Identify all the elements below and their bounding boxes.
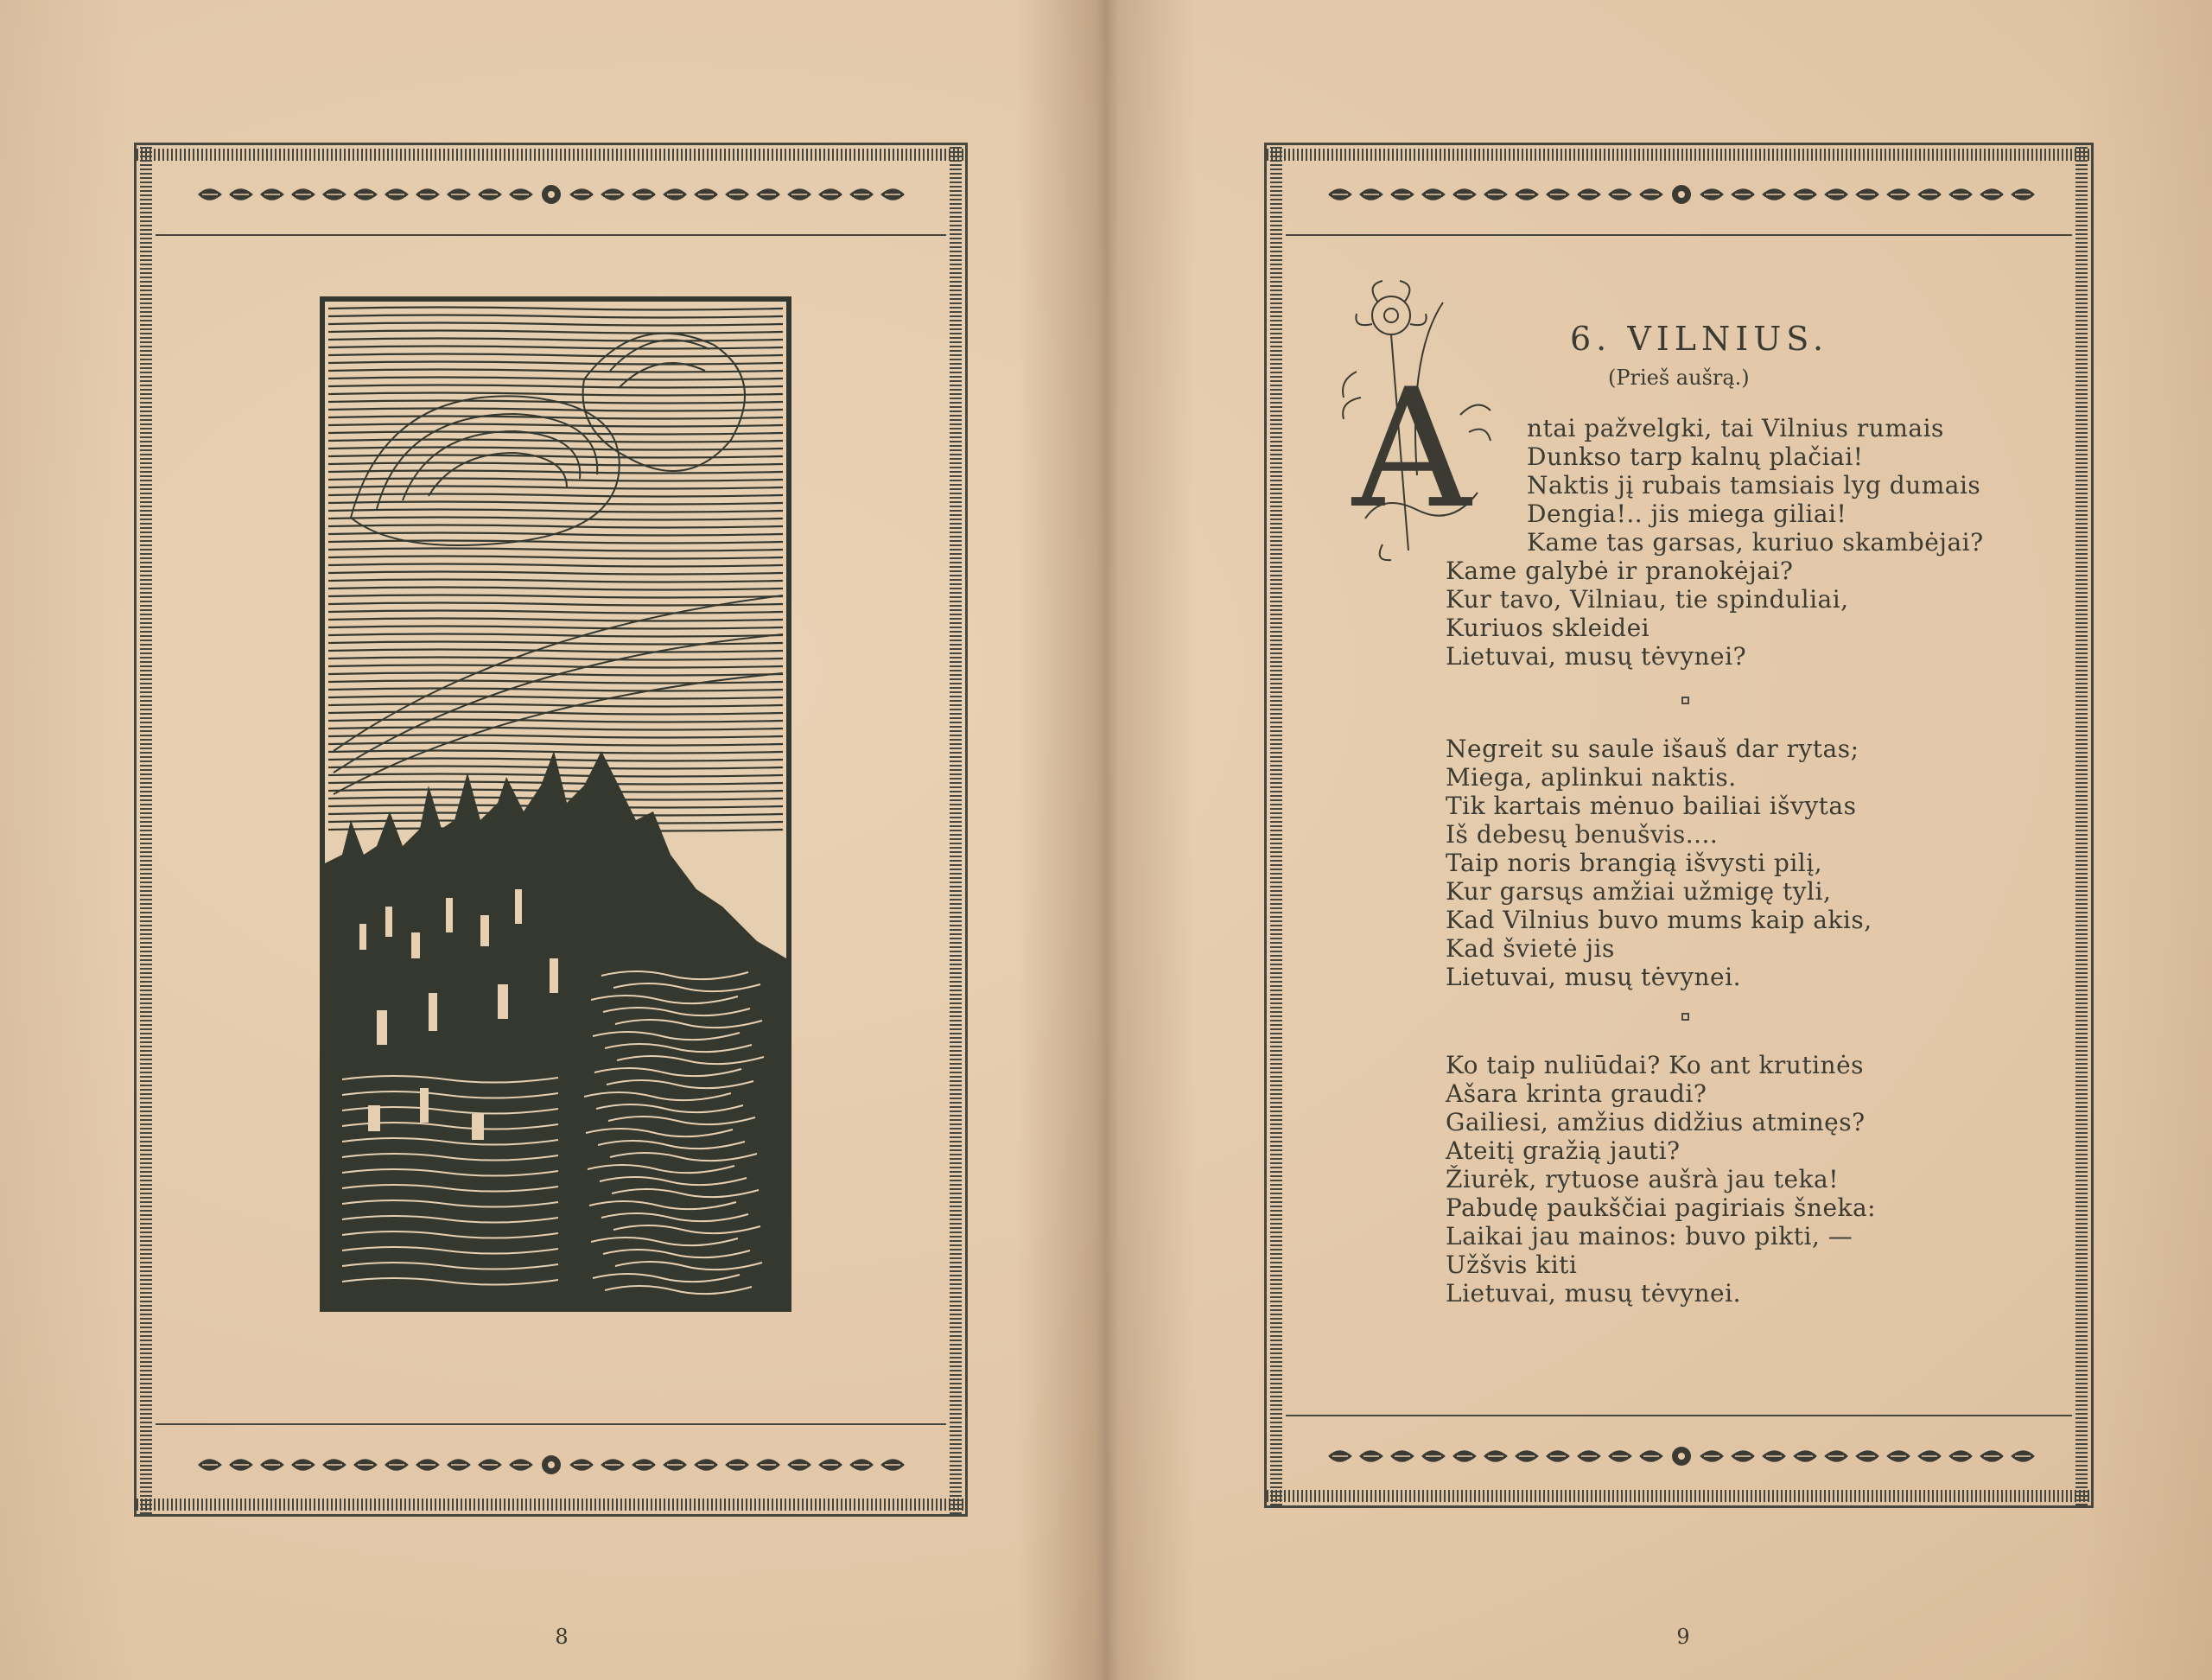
bottom-ornament-border	[188, 1450, 914, 1480]
page-number-right: 9	[1676, 1625, 1690, 1649]
poem-line: Dengia!.. jis miega giliai!	[1527, 500, 1847, 528]
poem-line: Lietuvai, musų tėvynei?	[1446, 642, 1747, 671]
stanza-2	[1446, 735, 1872, 991]
poem-line: Gailiesi, amžius didžius atminęs?	[1446, 1108, 1866, 1136]
poem-line: Lietuvai, musų tėvynei.	[1446, 1279, 1741, 1308]
stanza-separator	[1681, 1013, 1689, 1021]
poem-line: Kad Vilnius buvo mums kaip akis,	[1446, 906, 1872, 934]
poem-line: Pabudę paukščiai pagiriais šneka:	[1446, 1193, 1877, 1222]
top-ornament-border	[1319, 180, 2044, 209]
poem-line: Kad švietė jis	[1446, 934, 1615, 963]
top-ornament-border	[188, 180, 914, 209]
bottom-ornament-border	[1319, 1441, 2044, 1471]
poem-line: Lietuvai, musų tėvynei.	[1446, 963, 1741, 991]
poem-line: Užšvis kiti	[1446, 1250, 1578, 1279]
poem-line: Miega, aplinkui naktis.	[1446, 763, 1737, 792]
poem-line: Kuriuos skleidei	[1446, 614, 1650, 642]
poem-line: Kur tavo, Vilniau, tie spinduliai,	[1446, 585, 1849, 614]
page-number-left: 8	[555, 1625, 569, 1649]
poem-line: Laikai jau mainos: buvo pikti, —	[1446, 1222, 1853, 1250]
poem-line: Kame tas garsas, kuriuo skambėjai?	[1527, 528, 1984, 557]
poem-line: Negreit su saule išauš dar rytas;	[1446, 735, 1859, 763]
poem-line: Iš debesų benušvis....	[1446, 820, 1719, 849]
poem-line: Taip noris brangią išvysti pilį,	[1446, 849, 1823, 877]
stanza-separator	[1681, 697, 1689, 704]
poem-line: Dunkso tarp kalnų plačiai!	[1527, 442, 1864, 471]
poem-line: Žiurėk, rytuose aušrà jau teka!	[1446, 1165, 1839, 1193]
woodcut-image	[325, 302, 786, 1307]
poem-line: Tik kartais mėnuo bailiai išvytas	[1446, 792, 1857, 820]
stanza-3	[1446, 1051, 1876, 1308]
poem-line: Naktis jį rubais tamsiais lyg dumais	[1527, 471, 1981, 500]
svg-text:A: A	[1352, 353, 1471, 544]
poem-line: ntai pažvelgki, tai Vilnius rumais	[1527, 414, 1944, 442]
poem-title: 6. VILNIUS.	[1570, 320, 1829, 358]
stanza-1	[1446, 414, 1984, 671]
poem-line: Ašara krinta graudi?	[1446, 1079, 1707, 1108]
poem-line: Ateitį gražią jauti?	[1446, 1136, 1681, 1165]
poem-line: Kur garsųs amžiai užmigę tyli,	[1446, 877, 1832, 906]
vilnius-woodcut-illustration	[320, 296, 791, 1312]
poem-line: Ko taip nuliūdai? Ko ant krutinės	[1446, 1051, 1865, 1079]
poem-subtitle: (Prieš aušrą.)	[1608, 366, 1750, 390]
poem-line: Kame galybė ir pranokėjai?	[1446, 557, 1794, 585]
